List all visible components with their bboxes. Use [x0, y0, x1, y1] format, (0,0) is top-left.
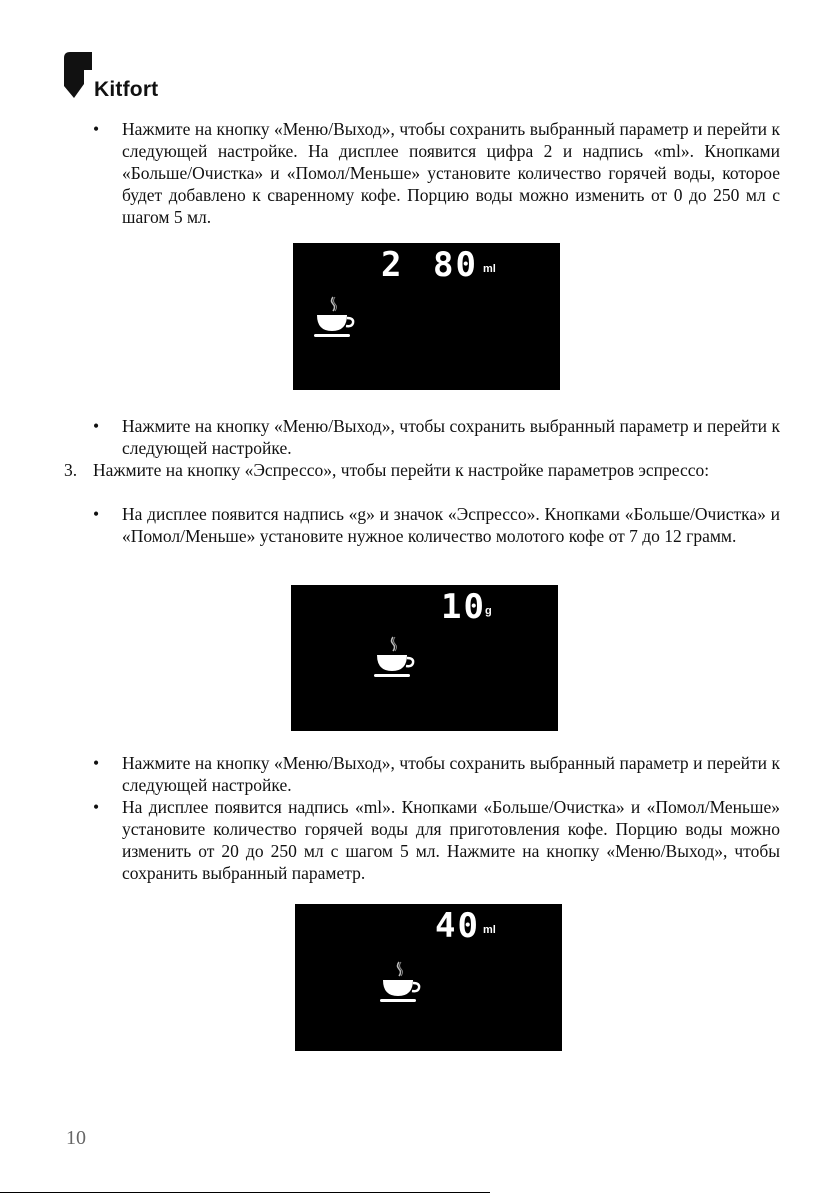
unit-label: g — [485, 605, 492, 617]
brand-name: Kitfort — [94, 78, 159, 101]
coffee-cup-icon — [313, 295, 357, 341]
bullet-marker: • — [93, 797, 100, 817]
instruction-paragraph: На дисплее появится надпись «g» и значок «Эспрессо». Кнопками «Больше/Очистка» и «Помол/Меньше» установите нужное количество молотого кофе от 7 до 12 грамм. — [122, 504, 780, 546]
bullet-marker: • — [93, 416, 100, 436]
coffee-cup-icon — [379, 960, 423, 1006]
value-digits: 10 — [441, 587, 486, 627]
kitfort-logo — [62, 50, 182, 102]
instruction-paragraph: Нажмите на кнопку «Меню/Выход», чтобы сохранить выбранный параметр и перейти к следующей настройке. На дисплее появится цифра 2 и надпись «ml». Кнопками «Больше/Очистка» и «Помол/Меньше» установите количество горячей воды, которое будет добавлено к сваренному кофе. Порцию воды можно изменить от 0 до 250 мл с шагом 5 мл. — [122, 119, 780, 227]
instruction-paragraph: Нажмите на кнопку «Меню/Выход», чтобы сохранить выбранный параметр и перейти к следующей настройке. — [122, 753, 780, 795]
unit-label: ml — [483, 263, 496, 275]
lcd-display-espresso-grams — [291, 585, 558, 731]
step-number: 3. — [64, 460, 78, 480]
coffee-cup-icon — [373, 635, 417, 681]
lcd-display-water-2 — [293, 243, 560, 390]
lcd-display-water-ml — [295, 904, 562, 1051]
bullet-marker: • — [93, 504, 100, 524]
instruction-paragraph: Нажмите на кнопку «Меню/Выход», чтобы сохранить выбранный параметр и перейти к следующей настройке. — [122, 416, 780, 458]
step-paragraph: Нажмите на кнопку «Эспрессо», чтобы перейти к настройке параметров эспрессо: — [93, 460, 710, 480]
instruction-paragraph: На дисплее появится надпись «ml». Кнопками «Больше/Очистка» и «Помол/Меньше» установите количество горячей воды для приготовления кофе. Порцию воды можно изменить от 20 до 250 мл с шагом 5 мл. Нажмите на кнопку «Меню/Выход», чтобы сохранить выбранный параметр. — [122, 797, 780, 883]
kitfort-logo-icon — [62, 50, 96, 102]
value-digits: 40 — [435, 906, 480, 946]
footer-rule — [0, 1192, 490, 1193]
value-digits: 80 — [433, 245, 478, 285]
program-digit: 2 — [381, 245, 404, 285]
bullet-marker: • — [93, 753, 100, 773]
bullet-marker: • — [93, 119, 100, 139]
page-number: 10 — [66, 1127, 86, 1149]
unit-label: ml — [483, 924, 496, 936]
